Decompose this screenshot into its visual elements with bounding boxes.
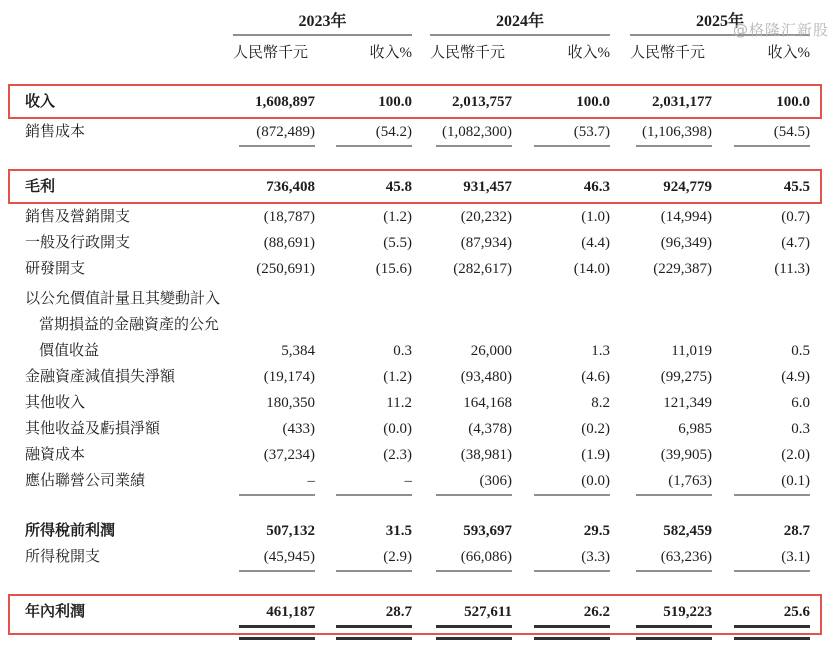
year-header-2025: 2025年 [630,8,810,36]
cell-2023-rmb: (250,691) [256,261,315,277]
header-spacer [0,8,230,36]
cell-2024-pct: 8.2 [591,395,610,411]
underline-2024-pct [512,637,610,642]
cell-2025-rmb: (229,387) [653,261,712,277]
cell-2025-pct: 45.5 [783,179,810,195]
underline-2023-pct [315,145,412,149]
underline-2023-pct [315,625,412,630]
column-header-row [0,41,830,62]
underline-2024-rmb [412,637,512,642]
cell-2025-pct: 0.5 [791,343,810,359]
cell-2024-rmb: 26,000 [470,343,512,359]
cell-2025-pct: (3.1) [781,549,810,565]
cell-2025-pct: (0.7) [781,209,810,225]
cell-2025-pct: (4.9) [781,369,810,385]
row-label: 價值收益 [39,343,100,359]
table-row [0,544,830,570]
underline-2025-rmb [610,637,712,642]
unit-header-2023: 人民幣千元 [233,45,309,61]
cell-2024-pct: (4.6) [581,369,610,385]
cell-2025-pct: 28.7 [783,523,810,539]
cell-2024-pct: (3.3) [581,549,610,565]
cell-2024-pct: (14.0) [573,261,610,277]
cell-2024-pct: 29.5 [583,523,610,539]
underline-2024-pct [512,494,610,498]
underline-2024-pct [512,570,610,574]
cell-2024-pct: (53.7) [573,124,610,140]
row-label: 銷售及營銷開支 [25,209,131,225]
row-label: 年內利潤 [25,604,86,620]
cell-2023-pct: 100.0 [378,94,412,110]
cell-2025-rmb: (63,236) [660,549,712,565]
cell-2023-rmb: (88,691) [263,235,315,251]
year-header-2024: 2024年 [430,8,610,36]
table-row [0,119,830,145]
underline-2023-rmb [230,570,315,574]
cell-2023-pct: 45.8 [385,179,412,195]
row-label: 所得稅前利潤 [25,523,116,539]
pct-header-2024: 收入% [567,45,610,61]
cell-2024-rmb [412,312,512,338]
underline-2025-rmb [610,145,712,149]
cell-2025-rmb: (99,275) [660,369,712,385]
cell-2025-pct: (4.7) [781,235,810,251]
cell-2024-rmb: (282,617) [453,261,512,277]
cell-2025-rmb [610,286,712,312]
underline-2025-pct [712,625,810,630]
cell-2025-rmb: 6,985 [678,421,712,437]
cell-2025-rmb: (96,349) [660,235,712,251]
cell-2023-rmb: (37,234) [263,447,315,463]
cell-2023-rmb: (433) [282,421,315,437]
subtotal-rule-row [0,570,830,574]
cell-2023-rmb: 180,350 [266,395,315,411]
underline-2025-pct [712,494,810,498]
cell-2025-pct [712,286,810,312]
cell-2024-rmb: (1,082,300) [442,124,512,140]
highlight-box [8,594,822,635]
cell-2023-rmb: 461,187 [266,604,315,620]
table-row [10,175,820,199]
cell-2025-rmb: (39,905) [660,447,712,463]
cell-2023-pct: 11.2 [386,395,412,411]
watermark: @格隆汇新股 [732,21,829,39]
cell-2023-rmb: 1,608,897 [255,94,315,110]
cell-2024-pct [512,286,610,312]
cell-2025-rmb: (1,763) [668,473,712,489]
cell-2023-pct [315,312,412,338]
cell-2024-pct [512,312,610,338]
cell-2025-pct: 100.0 [776,94,810,110]
cell-2025-pct: 6.0 [791,395,810,411]
total-rule-row [10,625,820,630]
table-row [0,256,830,282]
cell-2023-rmb [230,286,315,312]
cell-2023-pct: (54.2) [375,124,412,140]
table-row [10,600,820,624]
cell-2025-rmb: 519,223 [663,604,712,620]
row-label: 應佔聯營公司業績 [25,473,146,489]
table-row [10,90,820,114]
cell-2023-rmb: (45,945) [263,549,315,565]
cell-2025-pct: (54.5) [773,124,810,140]
cell-2023-pct [315,286,412,312]
cell-2025-pct: (2.0) [781,447,810,463]
row-label: 所得稅開支 [25,549,101,565]
underline-2025-pct [712,637,810,642]
cell-2024-rmb: 593,697 [463,523,512,539]
cell-2024-rmb: 2,013,757 [452,94,512,110]
underline-2023-rmb [230,637,315,642]
year-header-2023: 2023年 [233,8,412,36]
cell-2025-rmb: 2,031,177 [652,94,712,110]
underline-2024-rmb [412,570,512,574]
cell-2023-pct: – [404,473,412,489]
table-row [0,468,830,494]
cell-2025-rmb: (14,994) [660,209,712,225]
cell-2024-rmb: (93,480) [460,369,512,385]
underline-2024-pct [512,145,610,149]
highlight-box [8,84,822,119]
cell-2025-rmb: 924,779 [663,179,712,195]
underline-2025-pct [712,145,810,149]
cell-2023-pct: (5.5) [383,235,412,251]
row-label: 以公允價值計量且其變動計入 [25,291,221,307]
row-label: 融資成本 [25,447,86,463]
underline-2025-rmb [610,570,712,574]
underline-2025-rmb [610,625,712,630]
cell-2025-rmb: 582,459 [663,523,712,539]
row-label: 其他收益及虧損淨額 [25,421,161,437]
table-body [0,84,830,642]
total-rule-row [0,637,830,642]
table-row [0,312,830,338]
cell-2024-rmb: (38,981) [460,447,512,463]
cell-2024-pct: (0.2) [581,421,610,437]
cell-2025-rmb: 121,349 [663,395,712,411]
cell-2024-rmb: (20,232) [460,209,512,225]
table-row [0,416,830,442]
cell-2024-pct: 46.3 [583,179,610,195]
row-label: 一般及行政開支 [25,235,131,251]
highlight-box [8,169,822,204]
cell-2023-pct: 0.3 [393,343,412,359]
row-label: 金融資產減值損失淨額 [25,369,176,385]
cell-2025-pct: 0.3 [791,421,810,437]
underline-2023-rmb [230,494,315,498]
cell-2023-pct: 31.5 [385,523,412,539]
header-spacer [0,41,230,62]
table-row [0,230,830,256]
cell-2023-rmb [230,312,315,338]
row-label: 當期損益的金融資產的公允 [39,317,220,333]
financial-table [0,8,830,642]
year-header-row [0,8,830,36]
underline-2023-rmb [230,625,315,630]
cell-2024-rmb: (66,086) [460,549,512,565]
cell-2023-rmb: 5,384 [281,343,315,359]
subtotal-rule-row [0,494,830,498]
cell-2024-pct: (1.9) [581,447,610,463]
cell-2024-pct: (0.0) [581,473,610,489]
cell-2025-pct [712,312,810,338]
cell-2024-rmb: (306) [479,473,512,489]
pct-header-2023: 收入% [369,45,412,61]
cell-2025-rmb: 11,019 [671,343,712,359]
row-label: 銷售成本 [25,124,86,140]
table-row [0,286,830,312]
pct-header-2025: 收入% [767,45,810,61]
cell-2024-pct: (4.4) [581,235,610,251]
unit-header-2024: 人民幣千元 [430,45,506,61]
underline-2024-rmb [412,494,512,498]
cell-2024-rmb: 527,611 [464,604,512,620]
cell-2024-pct: 1.3 [591,343,610,359]
cell-2023-rmb: (19,174) [263,369,315,385]
cell-2023-rmb: 736,408 [266,179,315,195]
cell-2025-pct: (11.3) [774,261,810,277]
cell-2023-pct: 28.7 [385,604,412,620]
cell-2023-pct: (1.2) [383,209,412,225]
underline-2024-rmb [412,625,512,630]
cell-2023-pct: (1.2) [383,369,412,385]
cell-2024-rmb: (4,378) [468,421,512,437]
subtotal-rule-row [0,145,830,149]
underline-2024-rmb [412,145,512,149]
underline-2025-pct [712,570,810,574]
cell-2023-rmb: (18,787) [263,209,315,225]
cell-2023-pct: (0.0) [383,421,412,437]
row-label: 研發開支 [25,261,86,277]
cell-2023-rmb: – [307,473,315,489]
table-row [0,204,830,230]
cell-2024-pct: (1.0) [581,209,610,225]
underline-2025-rmb [610,494,712,498]
table-row [0,390,830,416]
cell-2023-pct: (15.6) [375,261,412,277]
cell-2025-pct: (0.1) [781,473,810,489]
underline-2023-pct [315,637,412,642]
row-label: 毛利 [25,179,56,195]
table-row [0,518,830,544]
cell-2023-pct: (2.3) [383,447,412,463]
cell-2023-rmb: (872,489) [256,124,315,140]
underline-2023-pct [315,570,412,574]
cell-2024-rmb: (87,934) [460,235,512,251]
table-row [0,364,830,390]
cell-2025-rmb [610,312,712,338]
cell-2024-rmb: 164,168 [463,395,512,411]
cell-2025-pct: 25.6 [783,604,810,620]
underline-2024-pct [512,625,610,630]
cell-2024-rmb [412,286,512,312]
table-row [0,442,830,468]
row-label: 收入 [25,94,56,110]
cell-2024-rmb: 931,457 [463,179,512,195]
cell-2024-pct: 26.2 [583,604,610,620]
cell-2023-pct: (2.9) [383,549,412,565]
unit-header-2025: 人民幣千元 [630,45,706,61]
cell-2024-pct: 100.0 [576,94,610,110]
underline-2023-pct [315,494,412,498]
underline-2023-rmb [230,145,315,149]
cell-2025-rmb: (1,106,398) [642,124,712,140]
row-label: 其他收入 [25,395,86,411]
table-row [0,338,830,364]
cell-2023-rmb: 507,132 [266,523,315,539]
